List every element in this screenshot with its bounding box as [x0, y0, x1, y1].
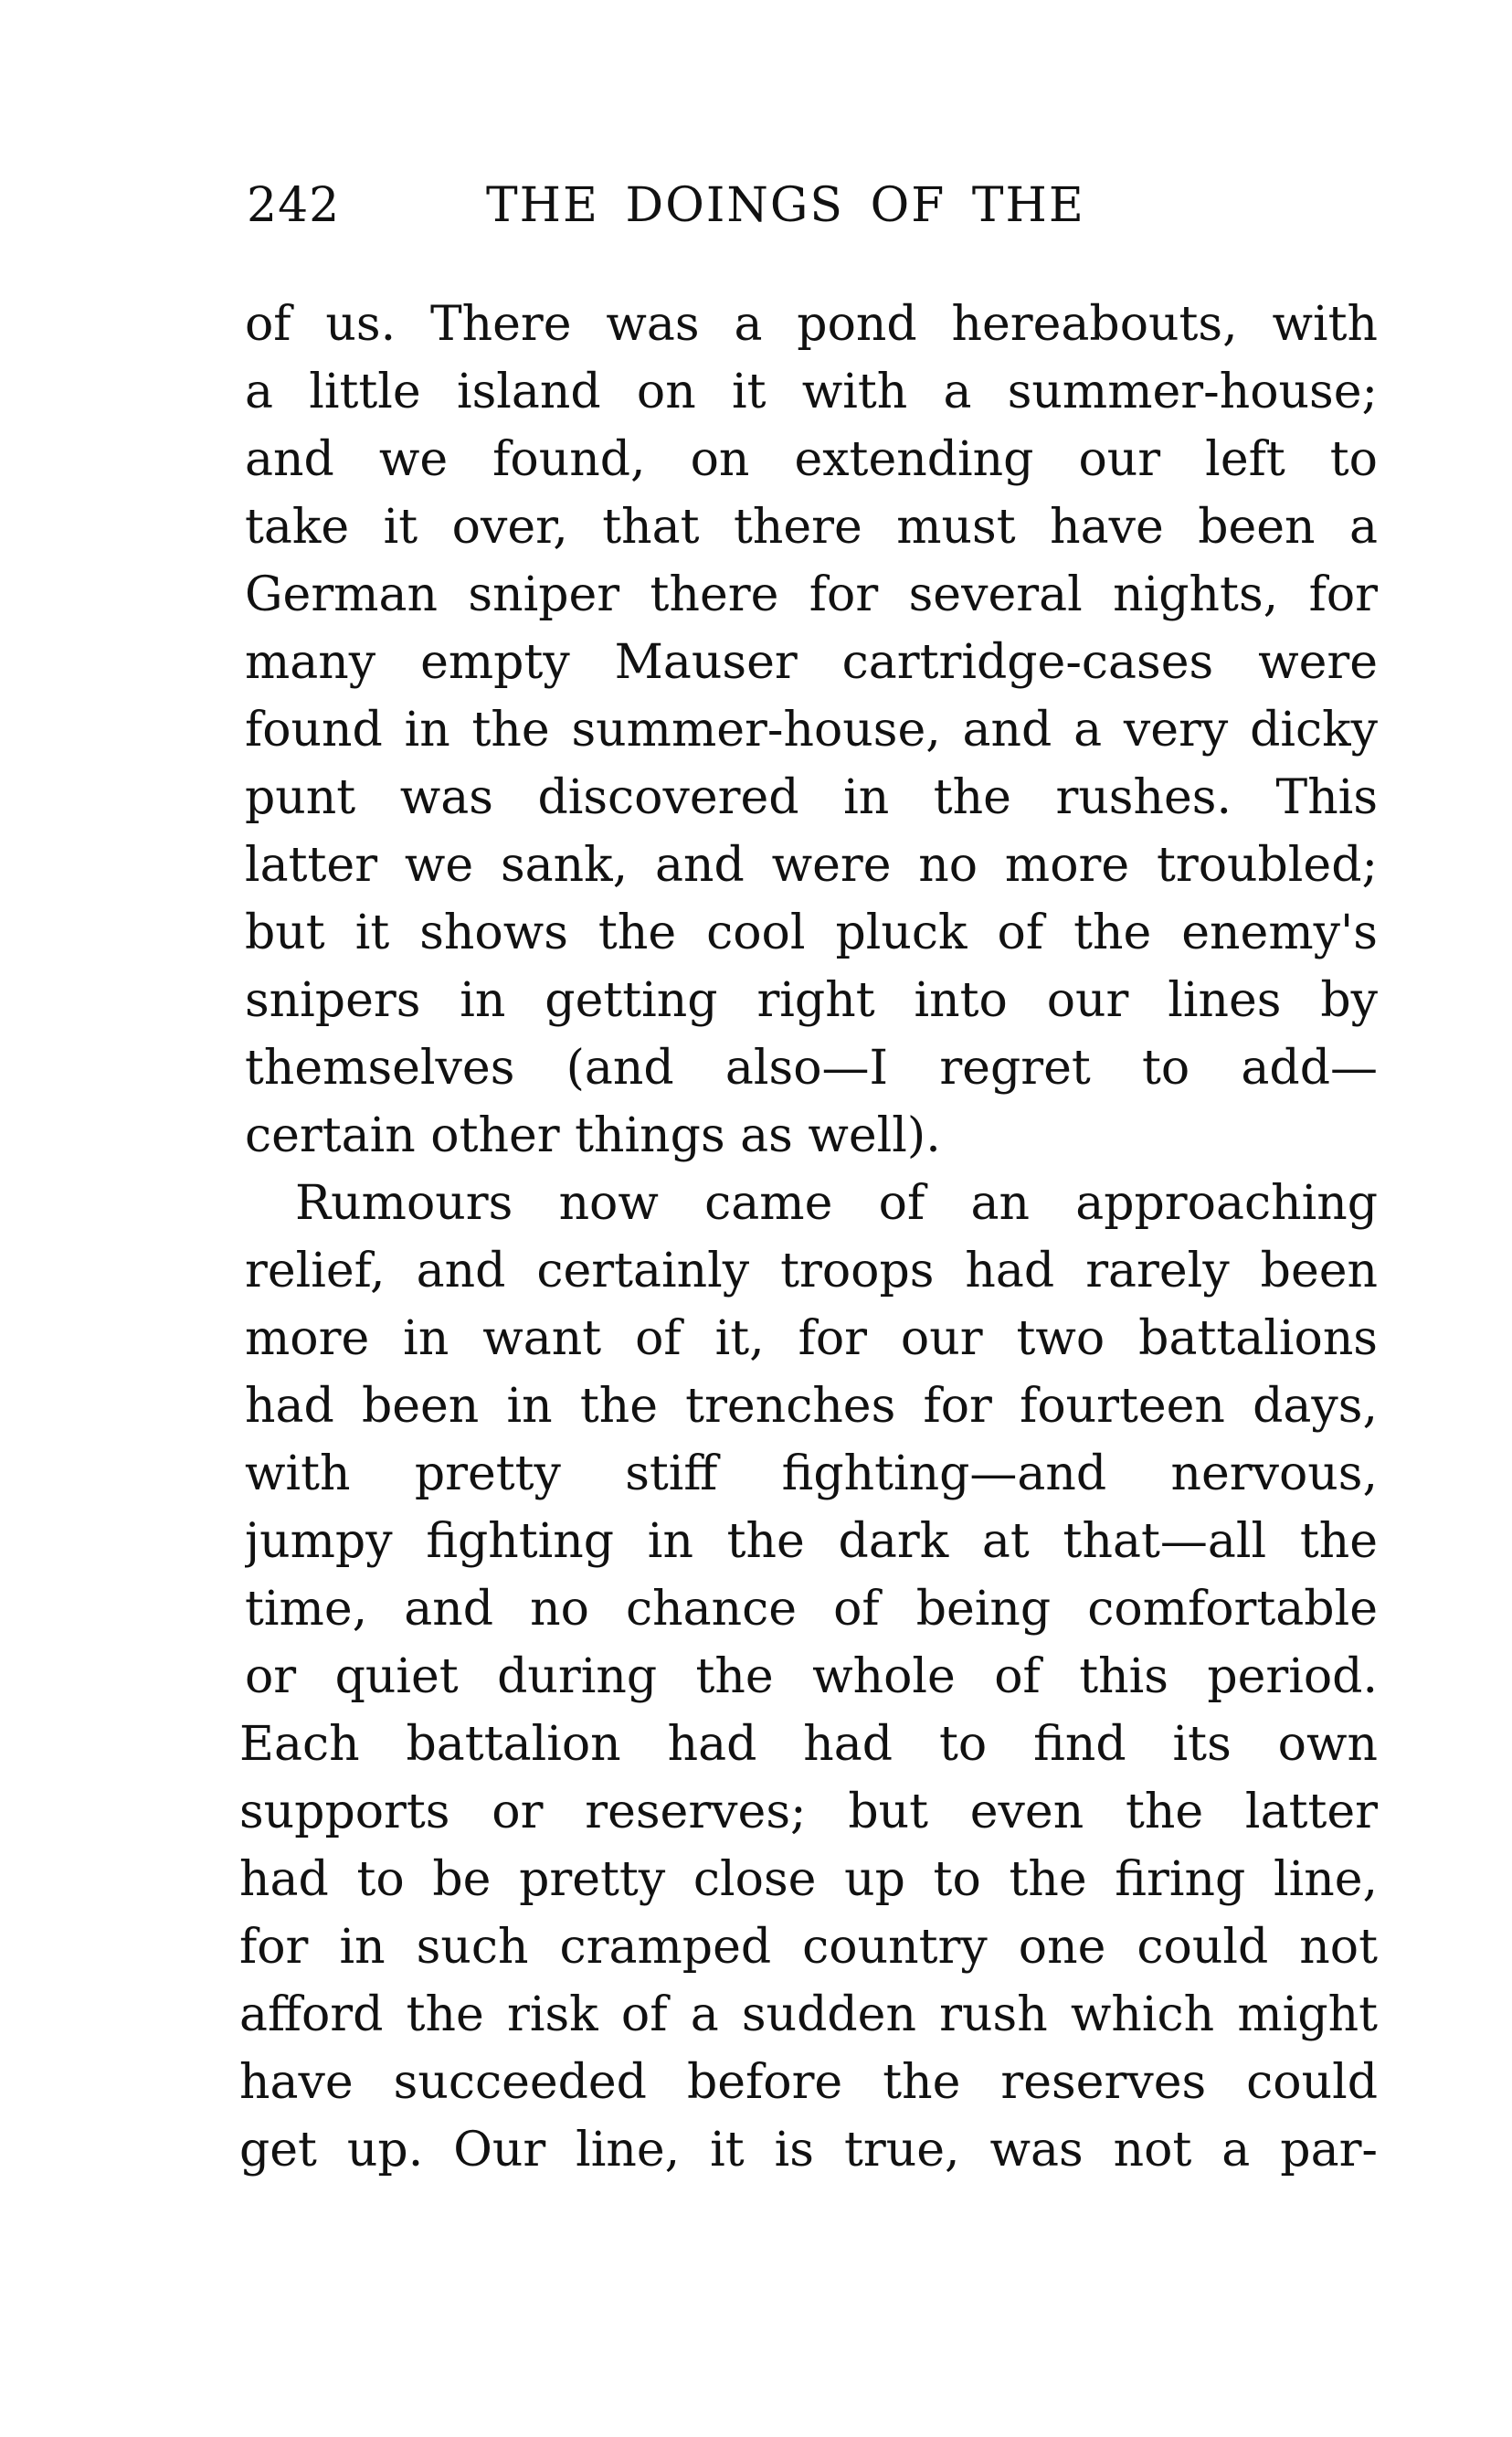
- text-line: with pretty stiff fighting—and nervous,: [245, 1446, 1378, 1501]
- paragraph-start-line: Rumours now came of an approaching: [295, 1176, 1378, 1231]
- text-line: but it shows the cool pluck of the enemy's: [245, 906, 1378, 960]
- text-line: or quiet during the whole of this period.: [245, 1649, 1378, 1704]
- text-line: more in want of it, for our two battalions: [245, 1311, 1378, 1366]
- text-line: for in such cramped country one could not: [239, 1920, 1378, 1975]
- text-line: get up. Our line, it is true, was not a par-: [239, 2123, 1378, 2177]
- text-line: afford the risk of a sudden rush which might: [239, 1987, 1378, 2042]
- text-line: and we found, on extending our left to: [245, 432, 1378, 487]
- body-text: [239, 291, 1378, 2184]
- text-line: have succeeded before the reserves could: [239, 2055, 1378, 2110]
- text-line: take it over, that there must have been a: [245, 500, 1378, 555]
- text-line: had to be pretty close up to the firing line,: [239, 1852, 1378, 1907]
- text-line: punt was discovered in the rushes. This: [245, 770, 1378, 825]
- text-line: snipers in getting right into our lines by: [245, 973, 1378, 1028]
- text-line: jumpy fighting in the dark at that—all the: [245, 1514, 1378, 1569]
- running-title: THE DOINGS OF THE: [486, 178, 1085, 233]
- page-number: 242: [247, 178, 341, 233]
- text-line: German sniper there for several nights, for: [245, 567, 1378, 622]
- text-line: time, and no chance of being comfortable: [245, 1582, 1378, 1637]
- text-line: supports or reserves; but even the latter: [239, 1785, 1378, 1839]
- text-line: had been in the trenches for fourteen days,: [245, 1379, 1378, 1434]
- running-head: [247, 174, 1142, 238]
- text-line: relief, and certainly troops had rarely been: [245, 1244, 1378, 1298]
- text-line: of us. There was a pond hereabouts, with: [245, 297, 1378, 352]
- text-line: many empty Mauser cartridge-cases were: [245, 635, 1378, 690]
- text-line: found in the summer-house, and a very dicky: [245, 703, 1378, 758]
- text-line: a little island on it with a summer-house;: [245, 365, 1378, 419]
- text-line: Each battalion had had to find its own: [239, 1717, 1378, 1772]
- paragraph-end-line: certain other things as well).: [245, 1108, 941, 1163]
- text-line: latter we sank, and were no more troubled;: [245, 838, 1378, 893]
- text-line: themselves (and also—I regret to add—: [245, 1041, 1378, 1096]
